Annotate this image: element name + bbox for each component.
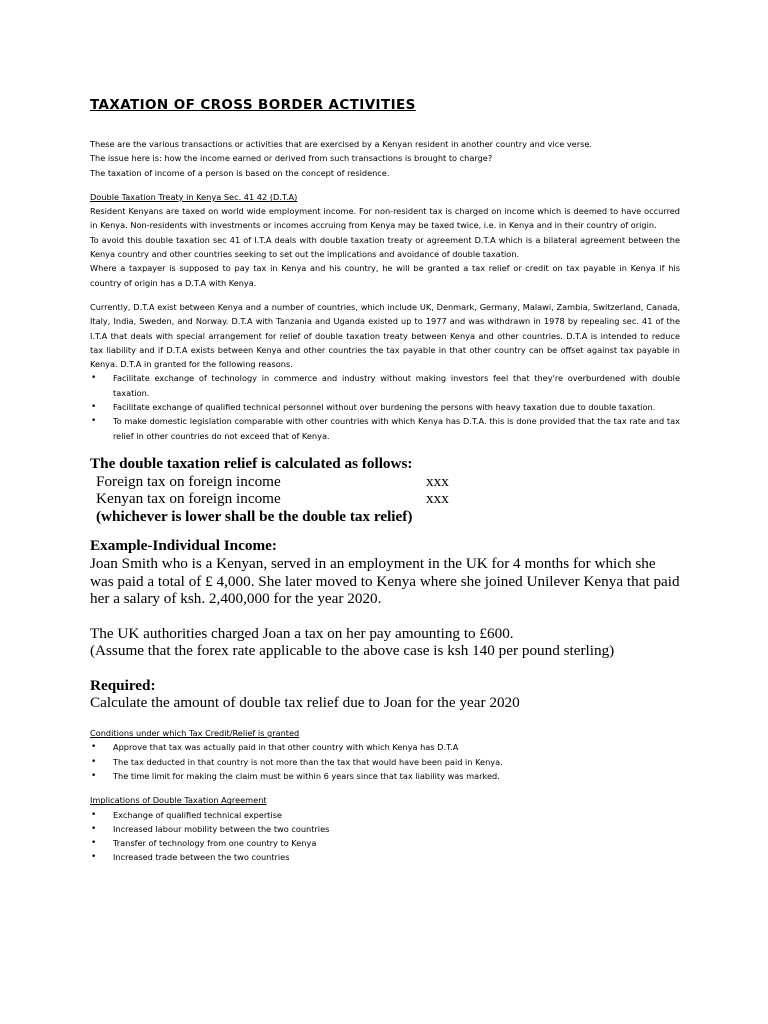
dta-paragraph: Where a taxpayer is supposed to pay tax in Kenya and his country, he will be granted a tax relief or credit on tax payable in Kenya if his country of origin has a D.T.A with Kenya. [90,263,680,288]
relief-row-label: Kenyan tax on foreign income [96,490,281,508]
relief-row [90,473,680,491]
intro-line: The taxation of income of a person is based on the concept of residence. [90,167,390,178]
countries-section [90,300,680,443]
condition-item: • The tax deducted in that country is not more than the tax that would have been paid in Kenya. [90,755,680,769]
implications-list [90,808,680,865]
reasons-list [90,371,680,442]
conditions-heading: Conditions under which Tax Credit/Relief is granted [90,728,300,739]
uk-charge-text: The UK authorities charged Joan a tax on her pay amounting to £600. [90,624,514,642]
relief-section [90,455,680,525]
relief-row-value: xxx [426,490,449,508]
relief-row [90,490,680,508]
intro-line: These are the various transactions or activities that are exercised by a Kenyan resident in another country and vice verse. [90,139,592,149]
dta-paragraph: To avoid this double taxation sec 41 of I.T.A deals with double taxation treaty or agreement D.T.A which is a bilateral agreement between the Kenya country and other countries seeking to set out the implications and avoidance of double taxation. [90,234,680,260]
document-page [90,96,680,865]
forex-note: (Assume that the forex rate applicable to the above case is ksh 140 per pound sterling) [90,642,615,660]
implication-item: • Exchange of qualified technical expertise [90,808,680,822]
dta-section [90,190,680,290]
condition-item: • The time limit for making the claim must be within 6 years since that tax liability was marked. [90,769,680,783]
implication-item: • Increased trade between the two countries [90,850,680,864]
intro-section [90,137,680,180]
relief-heading: The double taxation relief is calculated as follows: [90,454,413,472]
required-heading: Required: [90,676,156,694]
countries-paragraph: Currently, D.T.A exist between Kenya and a number of countries, which include UK, Denmark, Germany, Malawi, Zambia, Switzerland, Canada, Italy, India, Sweden, and Norway. D.T.A with Tanzania and Uganda existed up to 1977 and was withdrawn in 1978 by repealing sec. 41 of the I.T.A that deals with special arrangement for relief of double taxation treaty between Kenya and other countries. D.T.A is intended to reduce tax liability and if D.T.A exists between Kenya and other countries the tax payable in that other country can be offset against tax payable in Kenya. D.T.A in granted for the following reasons. [90,301,680,370]
implication-item: • Transfer of technology from one country to Kenya [90,836,680,850]
example-heading: Example-Individual Income: [90,537,277,555]
implications-section [90,793,680,864]
relief-row-value: xxx [426,472,449,490]
relief-note: (whichever is lower shall be the double tax relief) [96,507,413,525]
condition-item: • Approve that tax was actually paid in that other country with which Kenya has D.T.A [90,740,680,754]
dta-heading: Double Taxation Treaty in Kenya Sec. 41 42 (D.T.A) [90,191,298,202]
example-text: Joan Smith who is a Kenyan, served in an employment in the UK for 4 months for which she was paid a total of £ 4,000. She later moved to Kenya where she joined Unilever Kenya that paid her a salary of ksh. 2,400,000 for the year 2020. [90,554,680,608]
reason-item: • Facilitate exchange of technology in commerce and industry without making investors feel that they're overburdened with double taxation. [90,371,680,400]
dta-paragraph: Resident Kenyans are taxed on world wide employment income. For non-resident tax is charged on income which is deemed to have occurred in Kenya. Non-residents with investments or incomes accruing from Kenya may be taxed twice, i.e. in Kenya and in their country of origin. [90,206,680,231]
relief-row-label: Foreign tax on foreign income [96,472,281,490]
page-title: TAXATION OF CROSS BORDER ACTIVITIES [90,97,416,113]
example-section [90,537,680,712]
implications-heading: Implications of Double Taxation Agreement [90,795,267,806]
reason-item: • To make domestic legislation comparable with other countries with which Kenya has D.T.A. this is done provided that the tax rate and tax relief in other countries do not exceed that of Kenya. [90,414,680,443]
implication-item: • Increased labour mobility between the two countries [90,822,680,836]
required-text: Calculate the amount of double tax relief due to Joan for the year 2020 [90,694,520,712]
conditions-list [90,740,680,783]
reason-item: • Facilitate exchange of qualified technical personnel without over burdening the persons with heavy taxation due to double taxation. [90,400,680,414]
intro-line: The issue here is: how the income earned or derived from such transactions is brought to charge? [90,153,493,164]
conditions-section [90,726,680,783]
